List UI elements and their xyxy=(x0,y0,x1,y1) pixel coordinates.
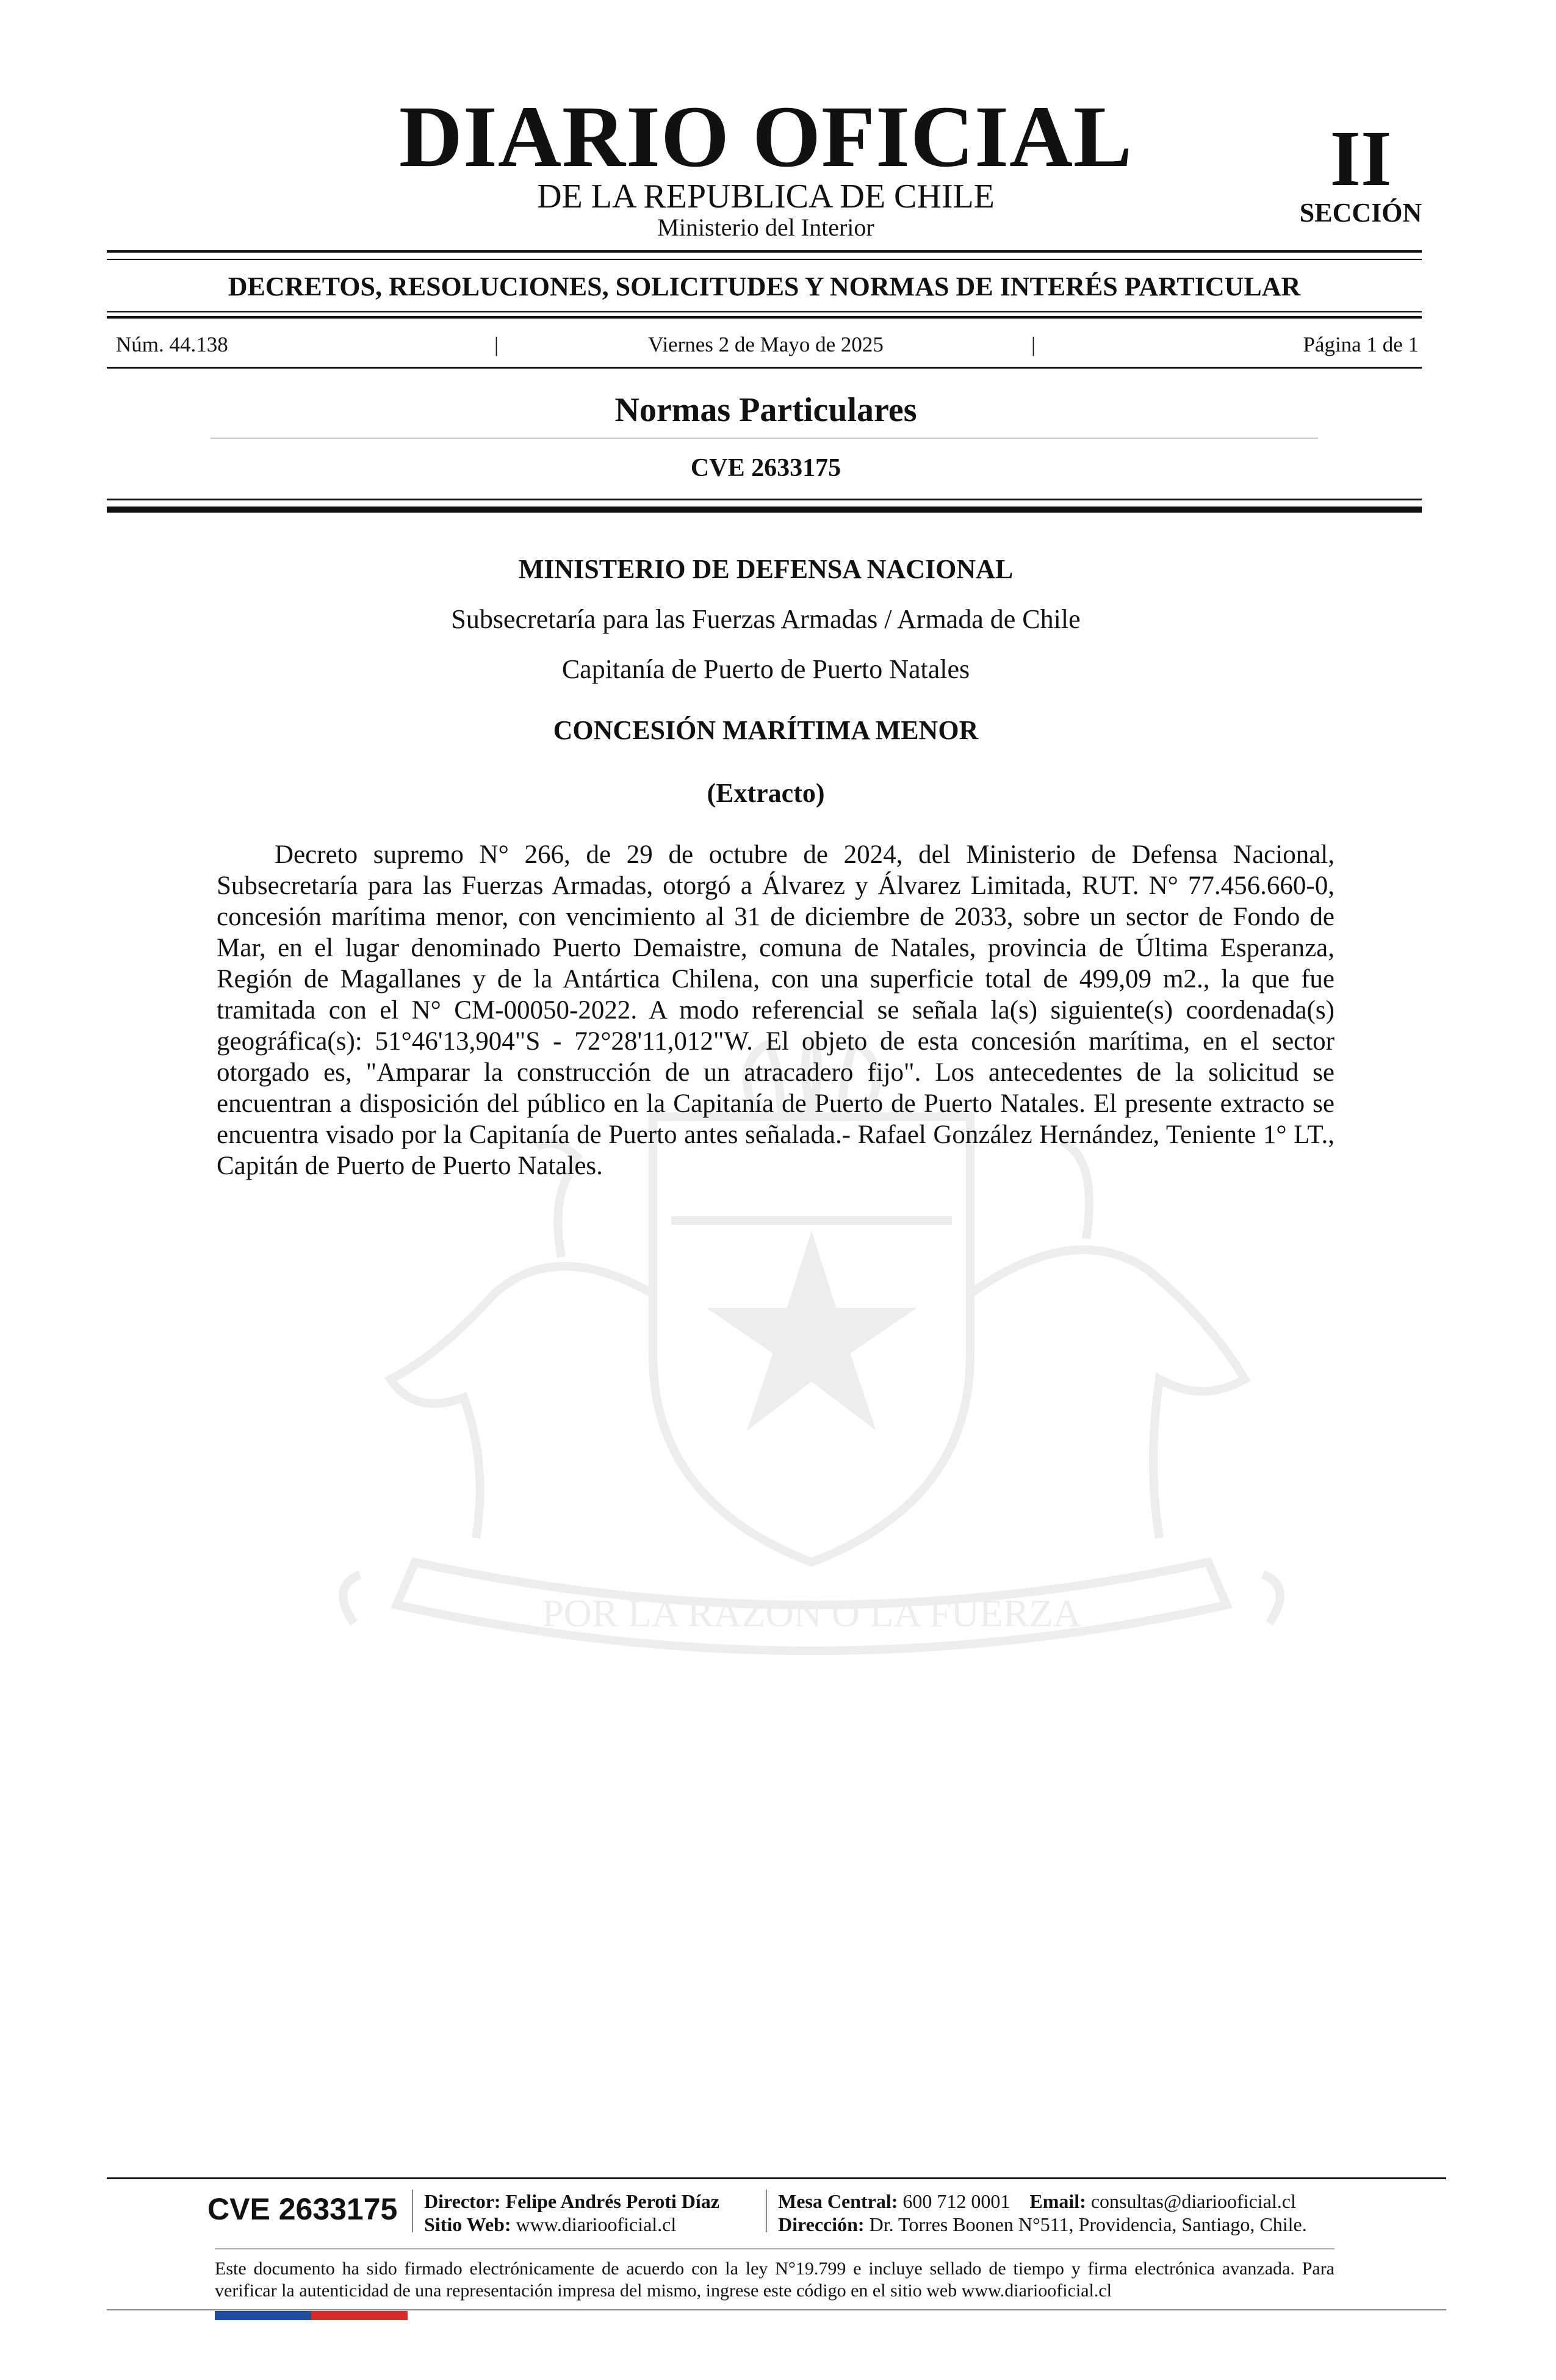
footer-legal-note: Este documento ha sido firmado electrónicamente de acuerdo con la ley N°19.799 e incluye sellado de tiempo y firma electrónica avanzada. Para verificar la autenticidad de una representación impresa del mismo, ingrese este código en el sitio web www.diariooficial.cl xyxy=(215,2259,1334,2301)
separator: | xyxy=(1031,333,1036,356)
section-numeral: II xyxy=(1330,115,1392,203)
director-name: Felipe Andrés Peroti Díaz xyxy=(505,2190,719,2212)
cve-code: CVE 2633175 xyxy=(690,454,841,482)
heading-rule-bottom xyxy=(107,311,1422,312)
address-value: Dr. Torres Boonen N°511, Providencia, Santiago, Chile. xyxy=(869,2213,1307,2235)
flag-stripe-blue xyxy=(215,2311,311,2320)
category-rule xyxy=(211,438,1318,439)
footer-rule-middle xyxy=(215,2248,1334,2249)
category-title: Normas Particulares xyxy=(614,391,917,429)
body-paragraph: Decreto supremo N° 266, de 29 de octubre de 2024, del Ministerio de Defensa Nacional, Subsecretaría para las Fuerzas Armadas, otorgó a Álvarez y Álvarez Limitada, RUT. N° 77.456.660-0, concesión marítima menor, con vencimiento al 31 de diciembre de 2033, sobre un sector de Fondo de Mar, en el lugar denominado Puerto Demaistre, comuna de Natales, provincia de Última Esperanza, Región de Magallanes y de la Antártica Chilena, con una superficie total de 499,09 m2., la que fue tramitada con el N° CM-00050-2022. A modo referencial se señala la(s) siguiente(s) coordenada(s) geográfica(s): 51°46'13,904"S - 72°28'11,012"W. El objeto de esta concesión marítima, en el sector otorgado es, "Amparar la construcción de un atracadero fijo". Los antecedentes de la solicitud se encuentran a disposición del público en la Capitanía de Puerto de Puerto Natales. El presente extracto se encuentra visado por la Capitanía de Puerto antes señalada.- Rafael González Hernández, Teniente 1° LT., Capitán de Puerto de Puerto Natales. xyxy=(217,840,1334,1180)
footer-rule-top xyxy=(107,2177,1446,2179)
footer-rule-bottom xyxy=(107,2309,1446,2310)
email-label: Email: xyxy=(1029,2190,1086,2212)
website-link[interactable]: www.diariooficial.cl xyxy=(516,2213,677,2235)
section-heading: DECRETOS, RESOLUCIONES, SOLICITUDES Y NORMAS DE INTERÉS PARTICULAR xyxy=(228,272,1301,301)
newspaper-title: DIARIO OFICIAL xyxy=(398,88,1133,186)
page-number: Página 1 de 1 xyxy=(1303,333,1419,356)
capitania-name: Capitanía de Puerto de Puerto Natales xyxy=(561,654,970,684)
heading-rule-bottom-thick xyxy=(107,316,1422,319)
phone-number: 600 712 0001 xyxy=(902,2190,1010,2212)
address-label: Dirección: xyxy=(778,2213,865,2235)
ministry-name: MINISTERIO DE DEFENSA NACIONAL xyxy=(518,554,1014,584)
ministry-subtitle: Ministerio del Interior xyxy=(657,214,874,241)
extract-label: (Extracto) xyxy=(707,778,825,808)
section-label: SECCIÓN xyxy=(1299,198,1422,228)
info-rule xyxy=(107,367,1422,369)
footer-contact-block xyxy=(778,2190,1307,2236)
director-label: Director: xyxy=(424,2190,501,2212)
email-link[interactable]: consultas@diariooficial.cl xyxy=(1090,2190,1296,2212)
issue-date: Viernes 2 de Mayo de 2025 xyxy=(648,333,884,356)
footer-divider xyxy=(412,2190,413,2232)
cve-rule-thin xyxy=(107,499,1422,500)
subsecretaria-name: Subsecretaría para las Fuerzas Armadas / Armada de Chile xyxy=(451,604,1081,634)
separator: | xyxy=(494,333,499,356)
footer-cve-code: CVE 2633175 xyxy=(207,2192,398,2226)
footer-director-block xyxy=(424,2190,719,2236)
website-label: Sitio Web: xyxy=(424,2213,511,2235)
cve-rule-thick xyxy=(107,507,1422,513)
republic-subtitle: DE LA REPUBLICA DE CHILE xyxy=(537,178,995,215)
seal-motto: POR LA RAZON O LA FUERZA xyxy=(542,1592,1081,1635)
flag-stripe-red xyxy=(311,2311,408,2320)
issue-number: Núm. 44.138 xyxy=(116,333,228,356)
phone-label: Mesa Central: xyxy=(778,2190,898,2212)
footer-divider xyxy=(766,2190,767,2232)
document-title: CONCESIÓN MARÍTIMA MENOR xyxy=(553,715,979,745)
header-rule-top-thin xyxy=(107,259,1422,260)
header-rule-top xyxy=(107,250,1422,253)
